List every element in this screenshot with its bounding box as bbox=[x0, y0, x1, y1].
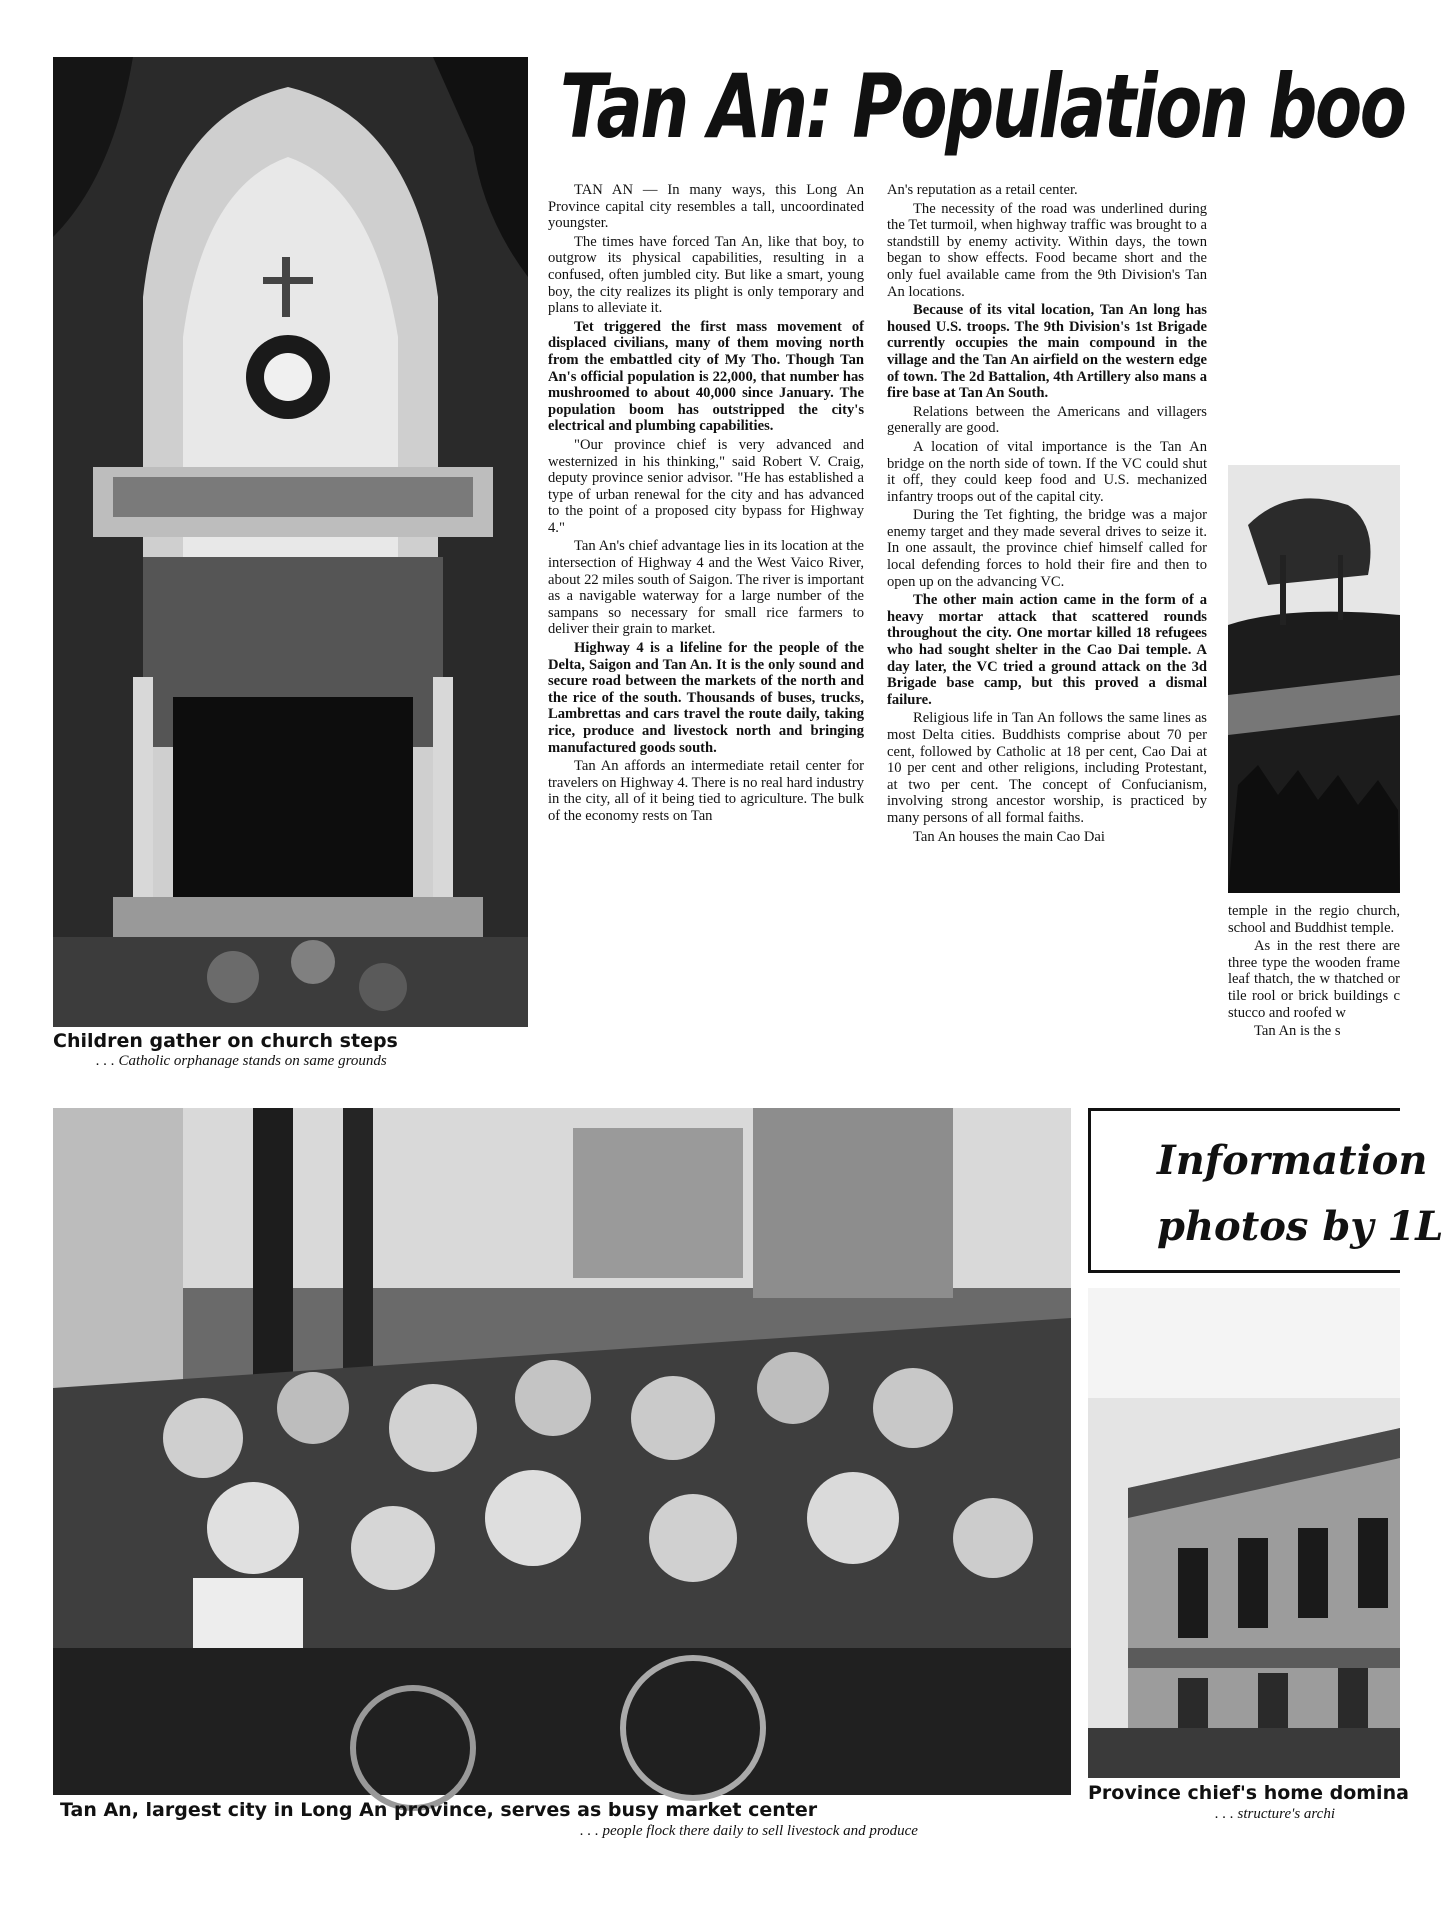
info-box-line-2: photos by 1L bbox=[1157, 1203, 1443, 1250]
paragraph: Religious life in Tan An follows the same lines as most Delta cities. Buddhists comprise about 70 per cent, followed by Catholic at 18 per cent, Cao Dai at 10 per cent and other religions, including Protestant, at two per cent. The concept of Confucianism, involving strong ancestor worship, is practiced by many persons of all formal faiths. bbox=[887, 710, 1207, 826]
home-caption-subtitle: . . . structure's archi bbox=[1215, 1806, 1336, 1822]
paragraph: Relations between the Americans and villagers generally are good. bbox=[887, 403, 1207, 437]
info-box-line-1: Information bbox=[1157, 1137, 1428, 1184]
paragraph: The times have forced Tan An, like that boy, to outgrow its physical capabilities, resulting in a confused, often jumbled city. But like a smart, young boy, the city realizes its plight is only temporary and plans to alleviate it. bbox=[548, 233, 864, 317]
paragraph: Tan An houses the main Cao Dai bbox=[913, 828, 1105, 845]
church-photo bbox=[53, 57, 528, 1027]
paragraph: As in the rest there are three type the wooden frame leaf thatch, the w thatched or tile rool or brick buildings c stucco and roofed w bbox=[1228, 938, 1400, 1021]
market-photo bbox=[53, 1108, 1071, 1795]
paragraph: temple in the regio church, school and Buddhist temple. bbox=[1228, 903, 1400, 936]
paragraph: Tan An is the s bbox=[1254, 1023, 1341, 1040]
article-column-2 bbox=[887, 182, 1207, 1102]
paragraph: Because of its vital location, Tan An long has housed U.S. troops. The 9th Division's 1st Brigade currently occupies the main compound in the village and the Tan An airfield on the western edge of town. The 2d Battalion, 4th Artillery also mans a fire base at Tan An South. bbox=[887, 302, 1207, 402]
sketch-photo bbox=[1228, 465, 1400, 893]
paragraph: The necessity of the road was underlined during the Tet turmoil, when highway traffic was brought to a standstill by enemy activity. Within days, the town began to show effects. Food became short and the only fuel available came from the 9th Division's Tan An locations. bbox=[887, 200, 1207, 300]
article-column-1 bbox=[548, 182, 864, 1102]
paragraph: The other main action came in the form of a heavy mortar attack that scattered rounds throughout the city. One mortar killed 18 refugees who had sought shelter in the Cao Dai temple. A day later, the VC tried a ground attack on the 3d Brigade base camp, but this proved a dismal failure. bbox=[887, 592, 1207, 708]
market-caption-subtitle: . . . people flock there daily to sell livestock and produce bbox=[580, 1823, 918, 1839]
article-column-3 bbox=[1228, 903, 1400, 1098]
paragraph: Tan An's chief advantage lies in its location at the intersection of Highway 4 and the West Vaico River, about 22 miles south of Saigon. The river is important as a navigable waterway for a large number of the sampans so necessary for small rice farmers to deliver their grain to market. bbox=[548, 538, 864, 638]
paragraph: An's reputation as a retail center. bbox=[887, 182, 1078, 198]
headline: Tan An: Population boo bbox=[560, 55, 1405, 158]
paragraph: A location of vital importance is the Tan An bridge on the north side of town. If the VC could shut it off, they could keep food and U.S. mechanized infantry troops out of the capital city. bbox=[887, 438, 1207, 505]
home-caption-title: Province chief's home domina bbox=[1088, 1782, 1409, 1804]
paragraph: "Our province chief is very advanced and westernized in his thinking," said Robert V. Craig, deputy province senior advisor. "He has established a type of urban renewal for the city and has advanced to the point of a proposed city bypass for Highway 4." bbox=[548, 436, 864, 536]
church-caption-title: Children gather on church steps bbox=[53, 1030, 398, 1052]
church-caption-subtitle: . . . Catholic orphanage stands on same grounds bbox=[96, 1053, 387, 1069]
home-photo bbox=[1088, 1288, 1400, 1778]
paragraph: Tan An affords an intermediate retail center for travelers on Highway 4. There is no real hard industry in the city, all of it being tied to agriculture. The bulk of the economy rests on Tan bbox=[548, 758, 864, 824]
paragraph: Highway 4 is a lifeline for the people of the Delta, Saigon and Tan An. It is the only sound and secure road between the markets of the north and the rice of the south. Thousands of buses, trucks, Lambrettas and cars travel the route daily, taking rice, produce and livestock north and bringing manufactured goods south. bbox=[548, 640, 864, 756]
market-caption-title: Tan An, largest city in Long An province, serves as busy market center bbox=[60, 1799, 818, 1821]
paragraph: Tet triggered the first mass movement of displaced civilians, many of them moving north from the embattled city of My Tho. Though Tan An's official population is 22,000, that number has mushroomed to about 40,000 since January. The population boom has outstripped the city's electrical and plumbing capabilities. bbox=[548, 318, 864, 435]
info-box bbox=[1088, 1108, 1443, 1273]
paragraph: During the Tet fighting, the bridge was a major enemy target and they made several drives to seize it. In one assault, the province chief himself called for local defending forces to hold their fire and then to open up on the advancing VC. bbox=[887, 507, 1207, 590]
paragraph: TAN AN — In many ways, this Long An Province capital city resembles a tall, uncoordinated youngster. bbox=[548, 182, 864, 232]
